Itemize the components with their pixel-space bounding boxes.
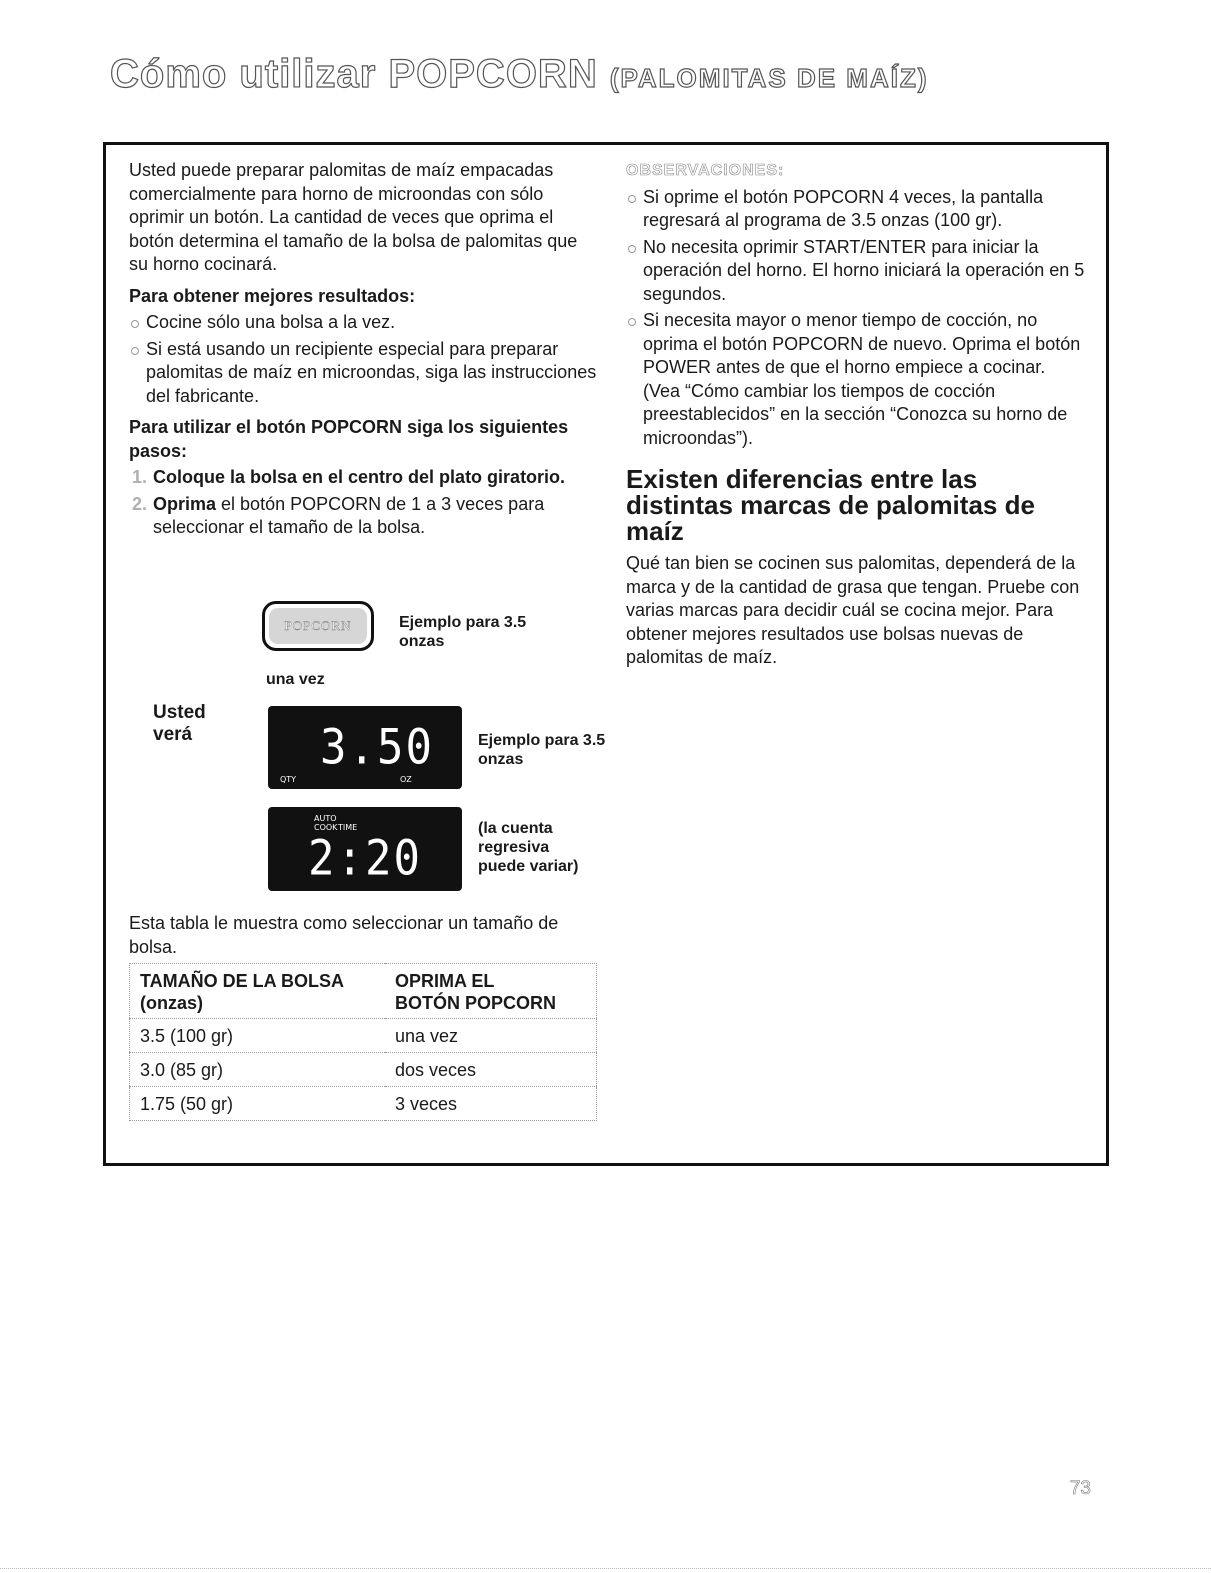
header-text: OPRIMA EL xyxy=(395,971,495,991)
step-bold-text: Coloque la bolsa en el centro del plato giratorio. xyxy=(153,467,566,487)
table-header-row xyxy=(130,964,597,1019)
display-readout-2 xyxy=(268,807,462,891)
cell-size: 3.0 (85 gr) xyxy=(130,1053,386,1087)
step-number: 2. xyxy=(132,493,148,514)
button-caption: una vez xyxy=(266,671,325,688)
table-header-press xyxy=(385,964,597,1019)
step-text: el botón POPCORN de 1 a 3 veces para seleccionar el tamaño de la bolsa. xyxy=(153,493,545,537)
table-row xyxy=(130,1087,597,1121)
table-row xyxy=(130,1053,597,1087)
step-item xyxy=(129,493,599,540)
right-column xyxy=(626,159,1086,670)
cell-size: 3.5 (100 gr) xyxy=(130,1019,386,1053)
popcorn-button-label: POPCORN xyxy=(269,608,367,644)
popcorn-size-table xyxy=(129,963,597,1121)
display-readout-1 xyxy=(268,706,462,789)
table-row xyxy=(130,1019,597,1053)
note-item: Si necesita mayor o menor tiempo de cocción, no oprima el botón POPCORN de nuevo. Oprima el botón POWER antes de que el horno empiece a cocinar. (Vea “Cómo cambiar los tiempos de cocción preestablecidos” en la sección “Conozca su horno de microondas”). xyxy=(626,309,1086,450)
example-label: Ejemplo para 3.5 onzas xyxy=(478,732,606,768)
display-tag-qty: QTY xyxy=(280,775,297,784)
display-digits: 3.50 xyxy=(320,719,434,776)
header-text: TAMAÑO DE LA BOLSA xyxy=(140,971,344,991)
page-title xyxy=(110,52,929,97)
display-tag-auto: AUTO xyxy=(314,814,337,823)
step-bold-text: Oprima xyxy=(153,493,217,514)
best-results-item: Si está usando un recipiente especial para preparar palomitas de maíz en microondas, siga las instrucciones del fabricante. xyxy=(129,338,599,409)
brands-paragraph: Qué tan bien se cocinen sus palomitas, dependerá de la marca y de la cantidad de grasa que tengan. Pruebe con varias marcas para decidir cuál se cocina mejor. Para obtener mejores resultados use bolsas nuevas de palomitas de maíz. xyxy=(626,553,1080,667)
cell-press: 3 veces xyxy=(385,1087,597,1121)
bottom-divider xyxy=(0,1568,1211,1569)
example-label: Ejemplo para 3.5 onzas xyxy=(399,614,527,650)
header-text: BOTÓN POPCORN xyxy=(395,993,557,1013)
step-item xyxy=(129,466,599,490)
popcorn-button-illustration xyxy=(262,601,374,651)
step-number: 1. xyxy=(132,467,148,487)
cell-size: 1.75 (50 gr) xyxy=(130,1087,386,1121)
notes-title: OBSERVACIONES: xyxy=(626,162,785,179)
page-number: 73 xyxy=(1069,1478,1091,1499)
countdown-note: (la cuenta regresiva puede variar) xyxy=(478,820,579,875)
steps-heading: Para utilizar el botón POPCORN siga los siguientes pasos: xyxy=(129,417,569,461)
best-results-item: Cocine sólo una bolsa a la vez. xyxy=(129,311,599,335)
title-main: Cómo utilizar POPCORN xyxy=(110,52,598,96)
brands-heading: Existen diferencias entre las distintas marcas de palomitas de maíz xyxy=(626,464,1035,546)
note-item: Si oprime el botón POPCORN 4 veces, la pantalla regresará al programa de 3.5 onzas (100 gr). xyxy=(626,186,1086,233)
you-see-label: Usted verá xyxy=(153,702,206,745)
best-results-heading: Para obtener mejores resultados: xyxy=(129,285,416,306)
left-column xyxy=(129,159,599,540)
display-tag-oz: OZ xyxy=(400,775,412,784)
cell-press: dos veces xyxy=(385,1053,597,1087)
display-digits: 2:20 xyxy=(308,830,422,887)
header-text: (onzas) xyxy=(140,993,203,1013)
cell-press: una vez xyxy=(385,1019,597,1053)
display-tag-cook: COOK xyxy=(314,823,338,832)
table-header-size xyxy=(130,964,386,1019)
table-intro: Esta tabla le muestra como seleccionar un tamaño de bolsa. xyxy=(129,913,559,957)
content-frame xyxy=(103,142,1109,1166)
title-subtitle: (PALOMITAS DE MAÍZ) xyxy=(609,63,929,93)
intro-paragraph: Usted puede preparar palomitas de maíz empacadas comercialmente para horno de microondas con sólo oprimir un botón. La cantidad de veces que oprima el botón determina el tamaño de la bolsa de palomitas que su horno cocinará. xyxy=(129,160,578,274)
note-item: No necesita oprimir START/ENTER para iniciar la operación del horno. El horno iniciará la operación en 5 segundos. xyxy=(626,236,1086,307)
display-tag-time: TIME xyxy=(338,823,358,832)
